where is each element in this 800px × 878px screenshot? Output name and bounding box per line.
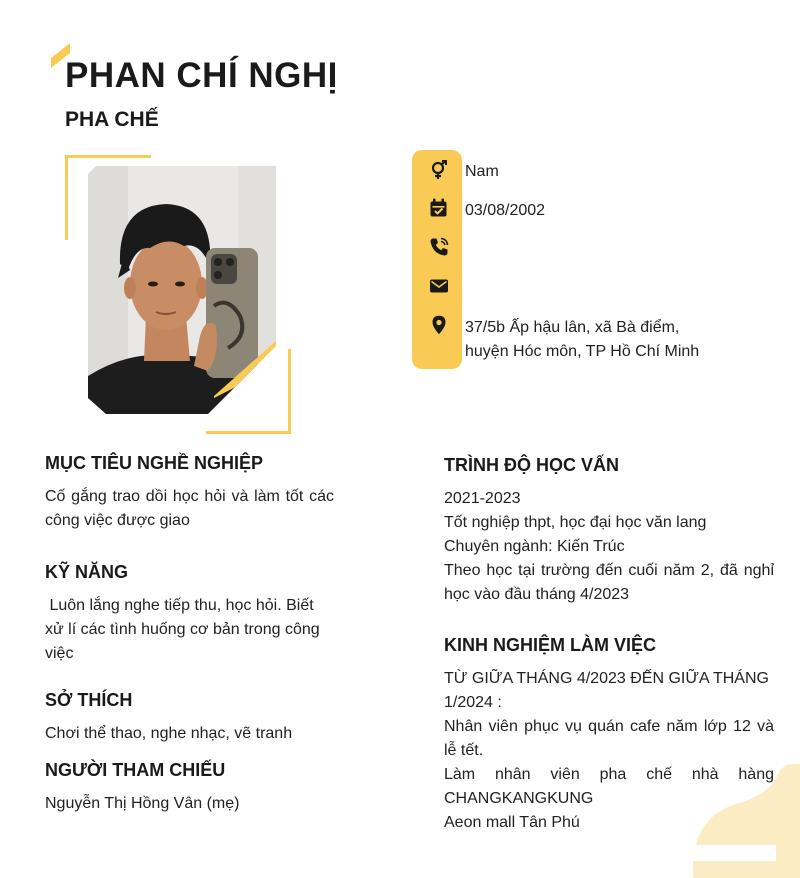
education-line-2: Chuyên ngành: Kiến Trúc bbox=[444, 538, 625, 555]
experience-job-2: Làm nhân viên pha chế nhà hàng CHANGKANGKUNG bbox=[444, 766, 774, 807]
references-title: NGƯỜI THAM CHIẾU bbox=[45, 760, 226, 780]
photo-frame-bottom-line bbox=[206, 431, 291, 434]
career-objective-section bbox=[45, 453, 334, 533]
phone-icon bbox=[429, 237, 449, 257]
gender-icon bbox=[429, 160, 449, 180]
photo-frame-left-line bbox=[65, 155, 68, 240]
education-title: TRÌNH ĐỘ HỌC VẤN bbox=[444, 455, 619, 475]
photo-frame-top-line bbox=[65, 155, 151, 158]
birthdate-value: 03/08/2002 bbox=[465, 202, 546, 219]
hobbies-title: SỞ THÍCH bbox=[45, 690, 133, 710]
hobbies-section bbox=[45, 690, 334, 746]
experience-job-1: Nhân viên phục vụ quán cafe năm lớp 12 và lễ tết. bbox=[444, 718, 774, 759]
photo-frame-right-line bbox=[288, 349, 291, 434]
calendar-icon bbox=[429, 198, 449, 218]
experience-title: KINH NGHIỆM LÀM VIỆC bbox=[444, 635, 657, 655]
bottom-right-decoration bbox=[688, 760, 800, 878]
mail-icon bbox=[429, 276, 449, 296]
career-objective-title: MỤC TIÊU NGHỀ NGHIỆP bbox=[45, 453, 264, 473]
education-section bbox=[444, 455, 774, 607]
education-line-1: Tốt nghiệp thpt, học đại học văn lang bbox=[444, 514, 707, 531]
career-objective-text: Cố gắng trao dồi học hỏi và làm tốt các công việc được giao bbox=[45, 488, 334, 529]
location-pin-icon bbox=[429, 315, 449, 335]
experience-period: TỪ GIỮA THÁNG 4/2023 ĐẾN GIỮA THÁNG 1/2024 : bbox=[444, 670, 769, 711]
experience-job-3: Aeon mall Tân Phú bbox=[444, 814, 580, 831]
candidate-name: PHAN CHÍ NGHỊ bbox=[65, 56, 338, 95]
job-title: PHA CHẾ bbox=[65, 108, 159, 131]
references-section bbox=[45, 760, 334, 816]
address-line-1: 37/5b Ấp hậu lân, xã Bà điểm, bbox=[465, 319, 680, 336]
address-line-2: huyện Hóc môn, TP Hồ Chí Minh bbox=[465, 343, 700, 360]
skills-title: KỸ NĂNG bbox=[45, 562, 129, 582]
references-text: Nguyễn Thị Hồng Vân (mẹ) bbox=[45, 795, 240, 812]
education-period: 2021-2023 bbox=[444, 490, 521, 507]
profile-photo bbox=[88, 166, 277, 414]
skills-text: Luôn lắng nghe tiếp thu, học hỏi. Biết xử lí các tình huống cơ bản trong công việc bbox=[45, 597, 325, 662]
hobbies-text: Chơi thể thao, nghe nhạc, vẽ tranh bbox=[45, 725, 293, 742]
education-line-3: Theo học tại trường đến cuối năm 2, đã nghỉ học vào đầu tháng 4/2023 bbox=[444, 562, 774, 603]
contact-icon-bar bbox=[412, 150, 462, 369]
address-value bbox=[465, 316, 699, 364]
skills-section bbox=[45, 562, 334, 666]
gender-value: Nam bbox=[465, 163, 499, 180]
